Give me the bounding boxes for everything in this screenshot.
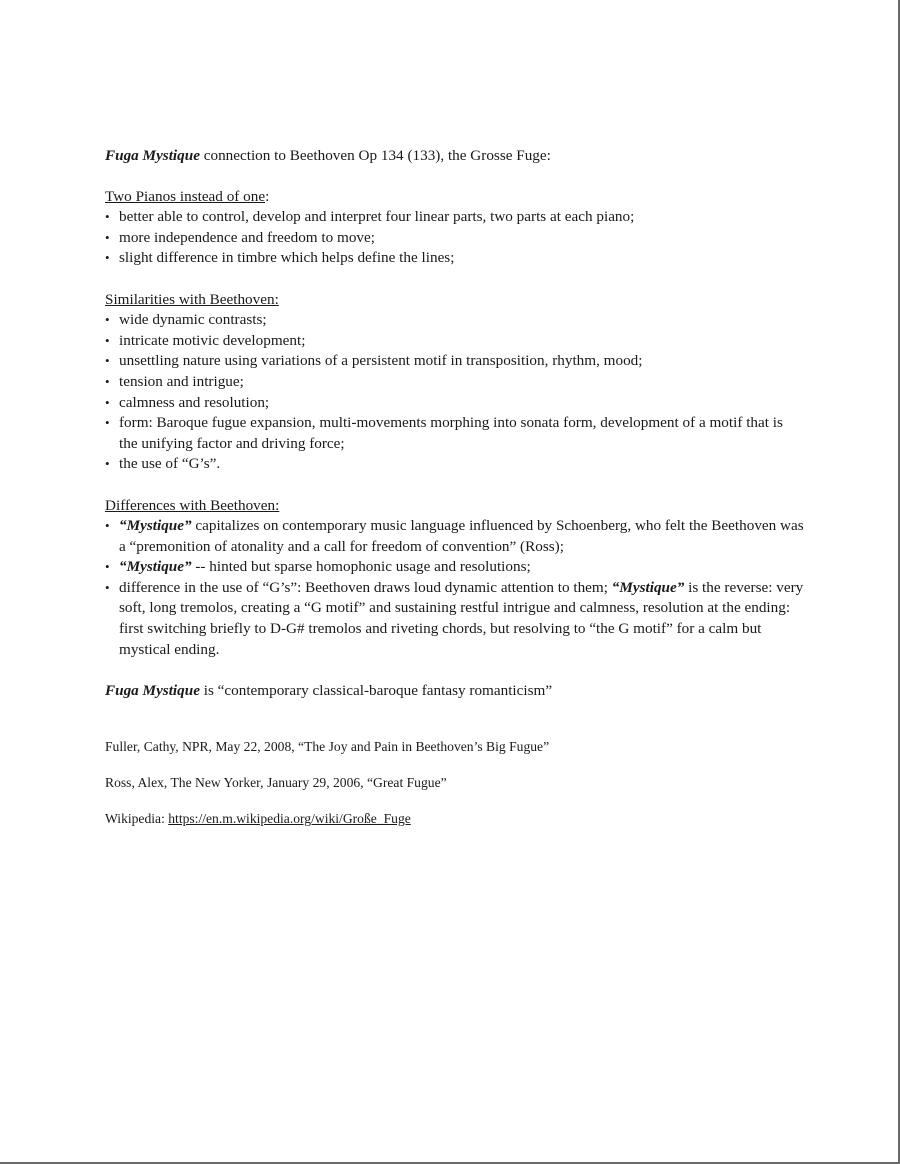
tagline-work: Fuga Mystique [105, 681, 200, 699]
list-item-text: slight difference in timbre which helps define the lines; [119, 249, 455, 267]
section-differences-heading [105, 496, 805, 517]
wikipedia-link[interactable]: https://en.m.wikipedia.org/wiki/Große_Fuge [168, 811, 411, 827]
list-item [105, 331, 805, 352]
list-item-text: better able to control, develop and interpret four linear parts, two parts at each piano; [119, 208, 635, 226]
list-item-text: -- hinted but sparse homophonic usage and resolutions; [191, 558, 531, 576]
list-item-text: form: Baroque fugue expansion, multi-movements morphing into sonata form, development of a motif that is the unifying factor and driving force; [119, 414, 783, 452]
list-item-text: more independence and freedom to move; [119, 228, 375, 246]
section-similarities-heading [105, 290, 805, 311]
list-item [105, 516, 805, 557]
list-item [105, 248, 805, 269]
section-similarities-list [105, 310, 805, 475]
reference-item [105, 810, 805, 828]
list-item [105, 228, 805, 249]
intro-title-work: Fuga Mystique [105, 147, 200, 164]
list-item-text: difference in the use of “G’s”: Beethoven draws loud dynamic attention to them; [119, 578, 612, 596]
intro-title [105, 146, 805, 167]
section-two-pianos-heading [105, 187, 805, 208]
list-item [105, 207, 805, 228]
list-item-text: capitalizes on contemporary music language influenced by Schoenberg, who felt the Beethoven was a “premonition of atonality and a call for freedom of convention” (Ross); [119, 517, 804, 555]
section-heading-text: Similarities with Beethoven: [105, 290, 279, 308]
list-item-text: unsettling nature using variations of a persistent motif in transposition, rhythm, mood; [119, 352, 643, 370]
section-differences-list [105, 516, 805, 660]
list-item-text: calmness and resolution; [119, 393, 270, 411]
document-body [105, 146, 805, 846]
section-heading-text: Two Pianos instead of one [105, 187, 266, 205]
list-item-text: intricate motivic development; [119, 331, 306, 349]
list-item-emphasis: “Mystique” [611, 578, 685, 596]
list-item-text: the use of “G’s”. [119, 455, 221, 473]
list-item-text: is the reverse: very soft, long tremolos, creating a “G motif” and sustaining restful intrigue and calmness, resolution at the ending: first switching briefly to D-G# tremolos and riveting chords, but resolving to “the G motif” for a calm but mystical ending. [119, 578, 804, 658]
list-item [105, 310, 805, 331]
list-item-emphasis: “Mystique” [119, 558, 192, 576]
reference-text: Ross, Alex, The New Yorker, January 29, 2006, “Great Fugue” [105, 775, 447, 791]
list-item-emphasis: “Mystique” [119, 517, 192, 535]
tagline [105, 681, 805, 702]
intro-title-text: connection to Beethoven Op 134 (133), the Grosse Fuge: [199, 147, 551, 164]
list-item [105, 351, 805, 372]
section-heading-suffix: : [265, 187, 270, 205]
reference-item [105, 774, 805, 792]
list-item [105, 372, 805, 393]
list-item [105, 578, 805, 660]
section-two-pianos-list [105, 207, 805, 269]
list-item-text: wide dynamic contrasts; [119, 311, 267, 329]
list-item [105, 393, 805, 414]
list-item [105, 454, 805, 475]
reference-text: Fuller, Cathy, NPR, May 22, 2008, “The Joy and Pain in Beethoven’s Big Fugue” [105, 739, 550, 755]
section-heading-text: Differences with Beethoven: [105, 496, 280, 514]
references [105, 738, 805, 828]
list-item [105, 557, 805, 578]
reference-item [105, 738, 805, 756]
tagline-text: is “contemporary classical-baroque fantasy romanticism” [199, 681, 553, 699]
reference-text: Wikipedia: [105, 811, 169, 827]
list-item [105, 413, 805, 454]
list-item-text: tension and intrigue; [119, 372, 244, 390]
